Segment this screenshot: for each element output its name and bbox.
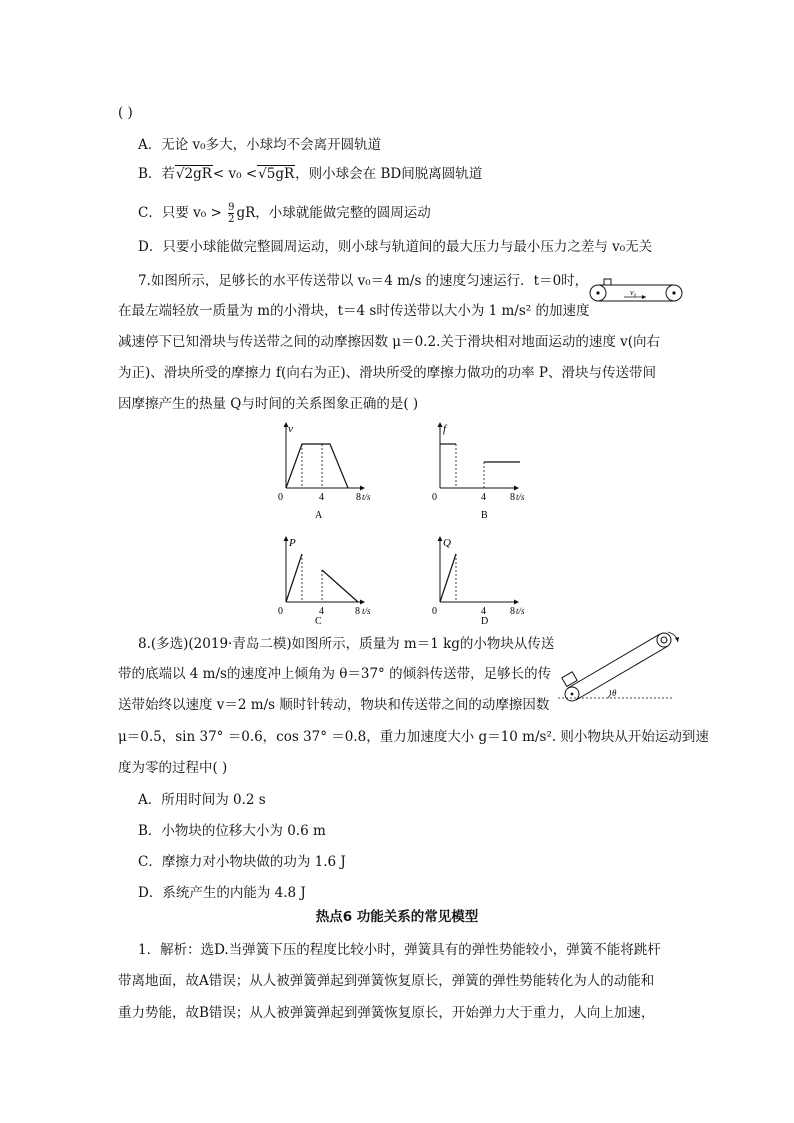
graph-a bbox=[276, 420, 372, 520]
q6-option-d: D．只要小球能做完整圆周运动，则小球与轨道间的最大压力与最小压力之差与 v₀无关 bbox=[138, 239, 653, 255]
graph-d-tick-8: 8 bbox=[510, 606, 515, 617]
graph-a-xlabel: t/s bbox=[362, 492, 371, 502]
graph-c-tick-4: 4 bbox=[319, 606, 324, 617]
q8-stem-line5: 度为零的过程中( ) bbox=[118, 760, 228, 776]
graph-b-tick-4: 4 bbox=[481, 492, 486, 503]
graph-d-tick-0: 0 bbox=[432, 606, 437, 617]
horizontal-conveyor-figure bbox=[588, 274, 684, 306]
graph-c-xlabel: t/s bbox=[362, 606, 371, 616]
q6-answer-paren: ( ) bbox=[118, 105, 133, 121]
graph-c-ylabel: P bbox=[289, 537, 296, 549]
q7-stem-line1: 7.如图所示，足够长的水平传送带以 v₀＝4 m/s 的速度匀速运行．t＝0时， bbox=[138, 273, 589, 289]
q8-option-a: A．所用时间为 0.2 s bbox=[138, 792, 266, 808]
q7-stem-line4: 为正)、滑块所受的摩擦力 f(向右为正)、滑块所受的摩擦力做功的功率 P、滑块与传送带间 bbox=[118, 365, 656, 381]
fraction-9-2: $\frac{9}{2}$ bbox=[228, 202, 235, 225]
q8-stem-line3: 送带始终以速度 v＝2 m/s 顺时针转动，物块和传送带之间的动摩擦因数 bbox=[118, 697, 550, 713]
graph-a-tick-8: 8 bbox=[356, 492, 361, 503]
graph-a-letter: A bbox=[315, 510, 323, 520]
section-title: 热点6 功能关系的常见模型 bbox=[315, 909, 479, 925]
q6-option-a: A．无论 v₀多大，小球均不会离开圆轨道 bbox=[138, 137, 382, 153]
graph-d-ylabel: Q bbox=[443, 537, 451, 549]
graph-d-tick-4: 4 bbox=[481, 606, 486, 617]
graph-b-xlabel: t/s bbox=[516, 492, 525, 502]
graph-c-tick-8: 8 bbox=[355, 606, 360, 617]
q8-stem-line2: 带的底端以 4 m/s的速度冲上倾角为 θ＝37° 的倾斜传送带，足够长的传 bbox=[118, 666, 552, 682]
velocity-curve bbox=[286, 444, 348, 488]
angle-theta-label: θ bbox=[612, 688, 617, 698]
graph-c-tick-0: 0 bbox=[278, 606, 283, 617]
graph-d-xlabel: t/s bbox=[516, 606, 525, 616]
q8-stem-line1: 8.(多选)(2019·青岛二模)如图所示，质量为 m＝1 kg的小物块从传送 bbox=[138, 636, 555, 652]
q8-option-c: C．摩擦力对小物块做的功为 1.6 J bbox=[138, 854, 346, 870]
answer-line3: 重力势能，故B错误；从人被弹簧弹起到弹簧恢复原长，开始弹力大于重力，人向上加速， bbox=[118, 1005, 655, 1021]
top-pulley bbox=[657, 633, 671, 647]
graph-d bbox=[430, 534, 526, 626]
q7-stem-line5: 因摩擦产生的热量 Q与时间的关系图象正确的是( ) bbox=[118, 396, 419, 412]
q8-option-d: D．系统产生的内能为 4.8 J bbox=[138, 885, 306, 901]
graph-a-tick-4: 4 bbox=[319, 492, 324, 503]
power-segment-2 bbox=[322, 570, 358, 602]
q8-option-b: B．小物块的位移大小为 0.6 m bbox=[138, 823, 326, 839]
sqrt-2gR: √2gR bbox=[175, 166, 212, 182]
heat-curve bbox=[440, 554, 456, 602]
graph-b-ylabel: f bbox=[443, 423, 447, 435]
graph-d-letter: D bbox=[481, 616, 489, 626]
graph-c bbox=[276, 534, 372, 626]
graph-c-letter: C bbox=[315, 616, 322, 626]
q6-option-b: B．若√2gR< v₀ <√5gR，则小球会在 BD间脱离圆轨道 bbox=[138, 166, 483, 182]
graph-b-tick-8: 8 bbox=[510, 492, 515, 503]
graph-b-letter: B bbox=[481, 510, 488, 520]
power-segment-1 bbox=[286, 554, 302, 602]
graph-a-tick-0: 0 bbox=[278, 492, 283, 503]
q7-stem-line3: 减速停下已知滑块与传送带之间的动摩擦因数 μ＝0.2.关于滑块相对地面运动的速度 v(向右 bbox=[118, 334, 661, 350]
slider-block bbox=[604, 279, 611, 285]
q7-stem-line2: 在最左端轻放一质量为 m的小滑块，t＝4 s时传送带以大小为 1 m/s² 的加速度 bbox=[118, 303, 590, 319]
answer-line2: 带离地面，故A错误；从人被弹簧弹起到弹簧恢复原长，弹簧的弹性势能转化为人的动能和 bbox=[118, 973, 655, 989]
q6-option-c: C．只要 v₀ > $\frac{9}{2}$ gR，小球就能做完整的圆周运动 bbox=[138, 202, 431, 225]
sqrt-5gR: √5gR bbox=[258, 166, 295, 182]
inclined-conveyor-figure bbox=[556, 628, 684, 704]
q8-stem-line4: μ＝0.5，sin 37° ＝0.6，cos 37° ＝0.8，重力加速度大小 g＝10 m/s². 则小物块从开始运动到速 bbox=[118, 729, 709, 745]
answer-line1: 1．解析：选D.当弹簧下压的程度比较小时，弹簧具有的弹性势能较小，弹簧不能将跳杆 bbox=[138, 942, 661, 958]
rotation-arrow bbox=[668, 632, 678, 642]
belt-v0-label: v₀ bbox=[630, 288, 637, 297]
graph-a-ylabel: v bbox=[288, 423, 293, 435]
graph-b bbox=[430, 420, 526, 520]
graph-b-tick-0: 0 bbox=[432, 492, 437, 503]
